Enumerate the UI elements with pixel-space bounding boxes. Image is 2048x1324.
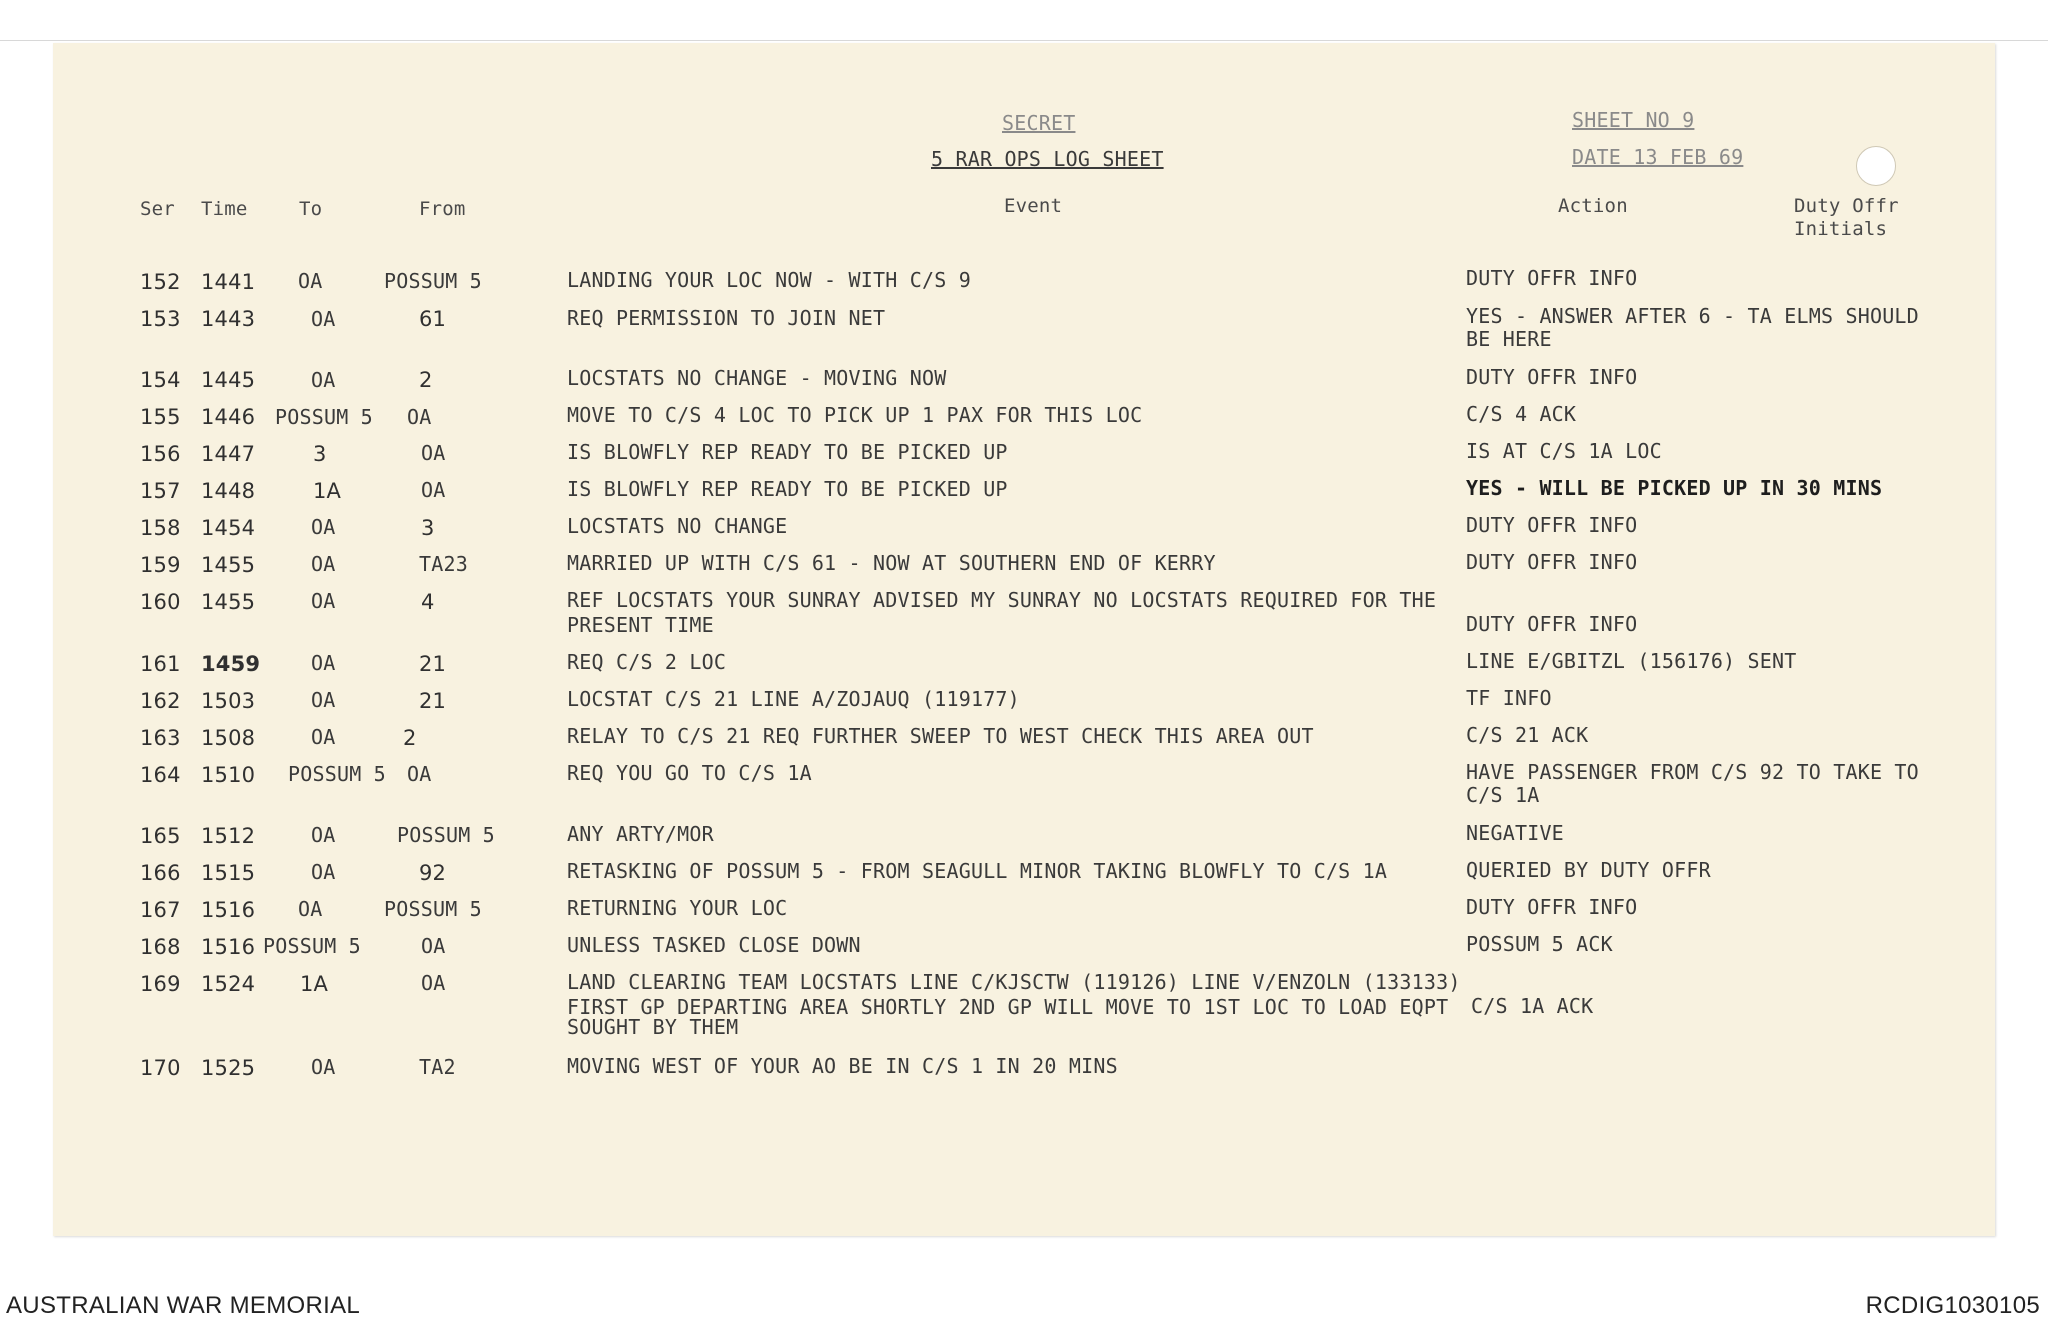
row-event: RETURNING YOUR LOC [567, 896, 788, 920]
row-event: IS BLOWFLY REP READY TO BE PICKED UP [567, 477, 1008, 501]
row-from: OA [421, 971, 446, 995]
row-time: 1454 [201, 516, 256, 540]
row-action: NEGATIVE [1466, 821, 1564, 845]
row-time: 1512 [201, 824, 256, 848]
footer-reference-code: RCDIG1030105 [1865, 1292, 2040, 1319]
row-time: 1459 [201, 652, 261, 676]
row-action: POSSUM 5 ACK [1466, 932, 1613, 956]
row-ser: 169 [140, 972, 181, 996]
row-to: POSSUM 5 [263, 934, 361, 958]
row-to: 1A [300, 972, 329, 996]
row-from: OA [407, 405, 432, 429]
row-from: TA23 [419, 552, 468, 576]
row-to: POSSUM 5 [288, 762, 386, 786]
row-event-continued: PRESENT TIME [567, 613, 714, 637]
row-event: RELAY TO C/S 21 REQ FURTHER SWEEP TO WEST CHECK THIS AREA OUT [567, 724, 1314, 748]
row-to: OA [311, 823, 336, 847]
row-ser: 153 [140, 307, 181, 331]
row-action: DUTY OFFR INFO [1466, 513, 1638, 537]
row-ser: 157 [140, 479, 181, 503]
row-action-continued: C/S 1A [1466, 783, 1540, 807]
row-event: REQ C/S 2 LOC [567, 650, 727, 674]
row-from: 21 [419, 652, 447, 676]
row-action: DUTY OFFR INFO [1466, 612, 1638, 636]
row-action: DUTY OFFR INFO [1466, 365, 1638, 389]
row-to: OA [311, 688, 336, 712]
log-sheet-paper [53, 43, 1995, 1236]
col-header-initials: Initials [1794, 218, 1888, 240]
row-ser: 168 [140, 935, 181, 959]
row-event: ANY ARTY/MOR [567, 822, 714, 846]
row-time: 1447 [201, 442, 256, 466]
row-event: LAND CLEARING TEAM LOCSTATS LINE C/KJSCTW (119126) LINE V/ENZOLN (133133) [567, 970, 1461, 994]
row-event: REQ PERMISSION TO JOIN NET [567, 306, 886, 330]
row-time: 1510 [201, 763, 256, 787]
row-to: OA [298, 269, 323, 293]
row-time: 1448 [201, 479, 256, 503]
row-time: 1441 [201, 270, 256, 294]
row-to: OA [311, 515, 336, 539]
classification-heading: SECRET [1002, 111, 1076, 135]
row-event: LOCSTAT C/S 21 LINE A/ZOJAUQ (119177) [567, 687, 1020, 711]
row-from: OA [407, 762, 432, 786]
row-action: HAVE PASSENGER FROM C/S 92 TO TAKE TO [1466, 760, 1919, 784]
row-ser: 162 [140, 689, 181, 713]
row-from: POSSUM 5 [384, 269, 482, 293]
row-time: 1524 [201, 972, 256, 996]
row-to: OA [311, 1055, 336, 1079]
row-ser: 160 [140, 590, 181, 614]
row-time: 1516 [201, 898, 256, 922]
row-event: RETASKING OF POSSUM 5 - FROM SEAGULL MINOR TAKING BLOWFLY TO C/S 1A [567, 859, 1388, 883]
col-header-event: Event [1004, 195, 1063, 217]
sheet-number: SHEET NO 9 [1572, 108, 1695, 132]
row-time: 1516 [201, 935, 256, 959]
row-event-continued: SOUGHT BY THEM [567, 1015, 739, 1039]
row-time: 1508 [201, 726, 256, 750]
row-from: 92 [419, 861, 447, 885]
col-header-to: To [299, 198, 323, 220]
row-to: OA [311, 589, 336, 613]
row-time: 1446 [201, 405, 256, 429]
row-ser: 161 [140, 652, 181, 676]
row-action: QUERIED BY DUTY OFFR [1466, 858, 1711, 882]
col-header-duty-offr: Duty Offr [1794, 195, 1899, 217]
row-from: OA [421, 478, 446, 502]
row-ser: 156 [140, 442, 181, 466]
row-event: MARRIED UP WITH C/S 61 - NOW AT SOUTHERN END OF KERRY [567, 551, 1216, 575]
row-to: OA [298, 897, 323, 921]
row-ser: 166 [140, 861, 181, 885]
row-event: REQ YOU GO TO C/S 1A [567, 761, 812, 785]
row-time: 1445 [201, 368, 256, 392]
row-to: POSSUM 5 [275, 405, 373, 429]
row-to: OA [311, 307, 336, 331]
sheet-date: DATE 13 FEB 69 [1572, 145, 1744, 169]
row-time: 1503 [201, 689, 256, 713]
row-from: 4 [421, 590, 435, 614]
footer-institution: AUSTRALIAN WAR MEMORIAL [6, 1292, 361, 1319]
log-sheet-title: 5 RAR OPS LOG SHEET [931, 147, 1164, 171]
col-header-ser: Ser [140, 198, 175, 220]
col-header-from: From [419, 198, 466, 220]
row-ser: 152 [140, 270, 181, 294]
row-from: 21 [419, 689, 447, 713]
row-ser: 167 [140, 898, 181, 922]
row-to: OA [311, 651, 336, 675]
row-to: 1A [313, 479, 342, 503]
row-event: UNLESS TASKED CLOSE DOWN [567, 933, 861, 957]
row-action: C/S 1A ACK [1471, 994, 1594, 1018]
row-ser: 155 [140, 405, 181, 429]
row-time: 1443 [201, 307, 256, 331]
row-ser: 164 [140, 763, 181, 787]
row-action: C/S 4 ACK [1466, 402, 1577, 426]
row-to: OA [311, 725, 336, 749]
row-event: MOVE TO C/S 4 LOC TO PICK UP 1 PAX FOR THIS LOC [567, 403, 1143, 427]
row-to: 3 [313, 442, 327, 466]
row-event: LANDING YOUR LOC NOW - WITH C/S 9 [567, 268, 971, 292]
row-ser: 158 [140, 516, 181, 540]
row-ser: 165 [140, 824, 181, 848]
row-action-continued: BE HERE [1466, 327, 1552, 351]
top-border-line [0, 40, 2048, 41]
row-time: 1525 [201, 1056, 256, 1080]
row-action: DUTY OFFR INFO [1466, 266, 1638, 290]
row-ser: 154 [140, 368, 181, 392]
row-from: OA [421, 441, 446, 465]
row-from: 3 [421, 516, 435, 540]
row-action: C/S 21 ACK [1466, 723, 1589, 747]
row-ser: 170 [140, 1056, 181, 1080]
row-event: LOCSTATS NO CHANGE [567, 514, 788, 538]
row-action: TF INFO [1466, 686, 1552, 710]
row-from: TA2 [419, 1055, 456, 1079]
row-action: DUTY OFFR INFO [1466, 895, 1638, 919]
row-event: MOVING WEST OF YOUR AO BE IN C/S 1 IN 20 MINS [567, 1054, 1118, 1078]
row-time: 1455 [201, 553, 256, 577]
row-to: OA [311, 368, 336, 392]
row-from: 2 [403, 726, 417, 750]
punch-hole [1856, 146, 1896, 186]
row-time: 1455 [201, 590, 256, 614]
row-action: IS AT C/S 1A LOC [1466, 439, 1662, 463]
row-from: 61 [419, 307, 447, 331]
row-action: LINE E/GBITZL (156176) SENT [1466, 649, 1797, 673]
row-ser: 159 [140, 553, 181, 577]
row-action: YES - WILL BE PICKED UP IN 30 MINS [1466, 476, 1883, 500]
row-action: YES - ANSWER AFTER 6 - TA ELMS SHOULD [1466, 304, 1919, 328]
row-from: 2 [419, 368, 433, 392]
col-header-action: Action [1558, 195, 1628, 217]
row-event: IS BLOWFLY REP READY TO BE PICKED UP [567, 440, 1008, 464]
row-time: 1515 [201, 861, 256, 885]
row-action: DUTY OFFR INFO [1466, 550, 1638, 574]
row-to: OA [311, 860, 336, 884]
row-from: OA [421, 934, 446, 958]
row-to: OA [311, 552, 336, 576]
col-header-time: Time [201, 198, 248, 220]
row-from: POSSUM 5 [384, 897, 482, 921]
row-event: LOCSTATS NO CHANGE - MOVING NOW [567, 366, 947, 390]
row-event: REF LOCSTATS YOUR SUNRAY ADVISED MY SUNRAY NO LOCSTATS REQUIRED FOR THE [567, 588, 1437, 612]
row-ser: 163 [140, 726, 181, 750]
row-from: POSSUM 5 [397, 823, 495, 847]
row-event-continued: FIRST GP DEPARTING AREA SHORTLY 2ND GP WILL MOVE TO 1ST LOC TO LOAD EQPT [567, 995, 1449, 1019]
